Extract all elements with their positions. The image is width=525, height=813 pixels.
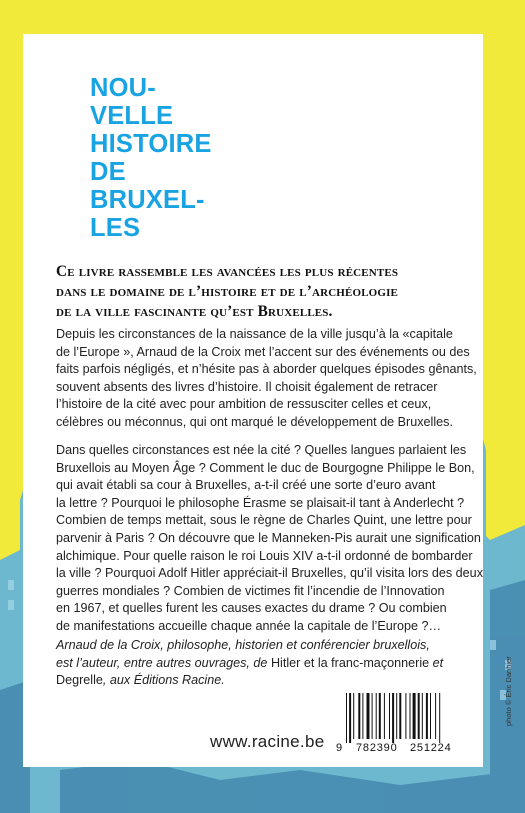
text-line: célèbres ou méconnus, qui ont marqué le développement de Bruxelles. (56, 414, 453, 429)
title-line: HISTOIRE (90, 130, 212, 158)
photo-credit: photo © Éric Danhier (504, 656, 513, 726)
text-line: la lettre ? Pourquoi le philosophe Érasme se plaisait-il tant à Anderlecht ? (56, 495, 465, 510)
questions-paragraph (56, 442, 483, 636)
isbn-barcode (336, 690, 474, 760)
barcode-bar (418, 693, 420, 739)
book-title (90, 74, 250, 242)
barcode-bar (422, 693, 423, 739)
author-text: et (429, 655, 444, 670)
summary-paragraph (56, 326, 478, 432)
text-line: Bruxellois au Moyen Âge ? Comment le duc de Bourgogne Philippe le Bon, (56, 460, 475, 475)
title-line: VELLE (90, 102, 174, 130)
title-line: NOU- (90, 74, 156, 102)
text-line: faits parfois négligés, et n’hésite pas à aborder quelques épisodes gênants, (56, 362, 477, 377)
text-line: Dans quelles circonstances est née la cité ? Quelles langues parlaient les (56, 443, 467, 457)
text-line: qui avait établi sa cour à Bruxelles, a-t-il créé une sorte d’euro avant (56, 478, 436, 493)
text-line: alchimique. Pour quelle raison le roi Louis XIV a-t-il ordonné de bombarder (56, 548, 473, 563)
lead-line: Ce livre rassemble les avancées les plus récentes (56, 263, 399, 280)
barcode-bar (367, 693, 370, 739)
lead-line: de la ville fascinante qu’est Bruxelles. (56, 303, 333, 320)
barcode-bar (430, 693, 431, 739)
barcode-bar (362, 693, 363, 739)
text-line: Combien de temps mettait, sous le règne de Charles Quint, une lettre pour (56, 513, 472, 528)
title-line: BRUXEL- (90, 186, 205, 214)
barcode-bar (389, 693, 390, 739)
barcode-bar (399, 693, 401, 739)
title-line: LES (90, 214, 141, 242)
barcode-bar (376, 693, 377, 739)
author-text: Arnaud de la Croix, philosophe, historien et conférencier bruxellois, (56, 638, 430, 652)
author-line (56, 637, 476, 655)
text-line: guerres mondiales ? Combien de victimes fit l’incendie de l’Innovation (56, 583, 445, 598)
barcode-bar (346, 693, 347, 743)
barcode-bar (353, 693, 354, 739)
barcode-bar (413, 693, 416, 739)
barcode-digits: 782390 (356, 742, 398, 754)
book-reference: Hitler et la franc-maçonnerie (270, 655, 430, 670)
lead-line: dans le domaine de l’histoire et de l’archéologie (56, 283, 399, 300)
book-reference: Degrelle (56, 673, 103, 688)
text-line: de l’Europe », Arnaud de la Croix met l’accent sur des événements ou des (56, 344, 470, 359)
barcode-bar (426, 693, 428, 739)
barcode-bar (358, 693, 360, 739)
text-line: parvenir à Paris ? On découvre que le Manneken-Pis aurait une signification (56, 530, 481, 545)
text-line: souvent absents des livres d’histoire. Il choisit également de retracer (56, 379, 438, 394)
barcode-bar (384, 693, 385, 739)
barcode-bar (349, 693, 351, 743)
barcode-bar (405, 693, 406, 739)
lead-paragraph (56, 262, 476, 322)
text-line: Depuis les circonstances de la naissance de la ville jusqu’à la «capitale (56, 327, 453, 341)
barcode-bar (372, 693, 373, 739)
barcode-digits: 251224 (410, 742, 452, 754)
author-line (56, 672, 476, 690)
text-line: la ville ? Pourquoi Adolf Hitler appréciait-il Bruxelles, qu’il visita lors des deux (56, 566, 483, 581)
text-line: l’histoire de la cité avec pour ambition de ressusciter celles et ceux, (56, 397, 432, 412)
text-line: en 1967, et quelles furent les causes exactes du drame ? Ou combien (56, 601, 447, 616)
author-line (56, 655, 476, 673)
barcode-bars (346, 693, 464, 743)
barcode-bar (396, 693, 397, 739)
barcode-bar (410, 693, 411, 739)
publisher-website[interactable]: www.racine.be (210, 732, 325, 751)
author-text: , aux Éditions Racine. (102, 673, 225, 688)
author-text: est l’auteur, entre autres ouvrages, de (56, 655, 271, 670)
author-bio (56, 637, 476, 690)
barcode-bar (435, 693, 436, 739)
text-line: de manifestations accueille chaque année la capitale de l’Europe ?… (56, 618, 442, 633)
barcode-bar (379, 693, 381, 739)
title-line: DE (90, 158, 126, 186)
barcode-digit: 9 (336, 742, 343, 754)
barcode-bar (392, 693, 394, 743)
barcode-bar (439, 693, 440, 743)
